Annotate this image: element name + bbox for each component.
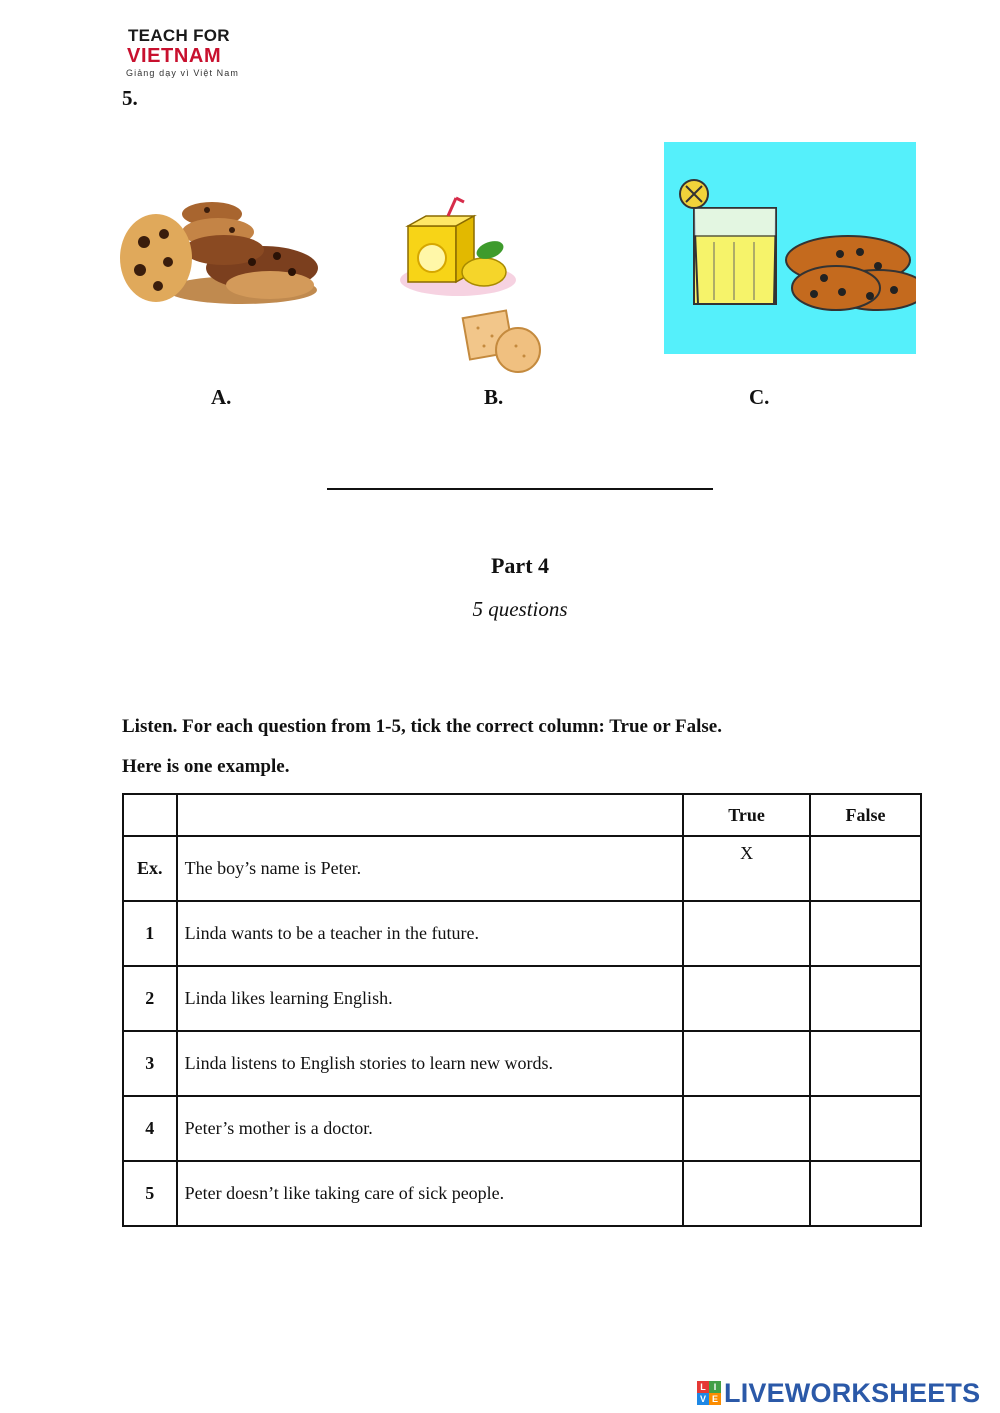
true-cell[interactable] <box>683 966 810 1031</box>
true-cell[interactable] <box>683 1031 810 1096</box>
row-number: 1 <box>123 901 177 966</box>
table-row <box>123 901 921 966</box>
table-row <box>123 836 921 901</box>
false-cell[interactable] <box>810 1161 921 1226</box>
false-cell[interactable] <box>810 836 921 901</box>
instructions-text: Listen. For each question from 1-5, tick the correct column: True or False. <box>122 716 722 737</box>
answer-blank-line[interactable] <box>327 488 713 490</box>
row-statement: Linda likes learning English. <box>177 966 684 1031</box>
part-title: Part 4 <box>490 553 550 578</box>
option-b-label: B. <box>484 385 504 409</box>
false-cell[interactable] <box>810 1031 921 1096</box>
true-cell[interactable] <box>683 1161 810 1226</box>
lemonade-cookies-drawing <box>664 142 916 354</box>
header-true: True <box>683 794 810 836</box>
question-number: 5. <box>122 86 138 110</box>
row-number: Ex. <box>123 836 177 901</box>
juice-lemon-crackers-picture <box>398 196 558 378</box>
header-false: False <box>810 794 921 836</box>
logo-teach: TEACH <box>128 26 189 45</box>
false-cell[interactable] <box>810 901 921 966</box>
table-row <box>123 1096 921 1161</box>
table-row <box>123 1161 921 1226</box>
table-row <box>123 1031 921 1096</box>
row-statement: Linda wants to be a teacher in the future. <box>177 901 684 966</box>
header-statement <box>177 794 684 836</box>
true-cell[interactable] <box>683 836 810 901</box>
cookies-picture <box>112 190 324 320</box>
row-number: 3 <box>123 1031 177 1096</box>
row-statement: Linda listens to English stories to learn new words. <box>177 1031 684 1096</box>
row-number: 2 <box>123 966 177 1031</box>
row-statement: The boy’s name is Peter. <box>177 836 684 901</box>
option-c-label[interactable]: C. <box>749 385 770 409</box>
option-a-label: A. <box>211 385 232 409</box>
row-statement: Peter doesn’t like taking care of sick people. <box>177 1161 684 1226</box>
false-cell[interactable] <box>810 966 921 1031</box>
row-number: 4 <box>123 1096 177 1161</box>
true-cell[interactable] <box>683 901 810 966</box>
true-false-table <box>122 793 922 1227</box>
logo-tagline: Giảng dạy vì Việt Nam <box>126 68 239 78</box>
row-number: 5 <box>123 1161 177 1226</box>
teach-for-vietnam-logo <box>125 26 250 82</box>
table-header-row <box>123 794 921 836</box>
example-text: Here is one example. <box>122 756 290 777</box>
logo-vietnam: VIETNAM <box>127 45 222 67</box>
liveworksheets-wordmark: LIVEWORKSHEETS <box>724 1377 981 1408</box>
logo-for: FOR <box>193 26 230 45</box>
row-statement: Peter’s mother is a doctor. <box>177 1096 684 1161</box>
part-subtitle: 5 questions <box>472 597 568 621</box>
liveworksheets-badge-icon: L I V E <box>697 1381 721 1405</box>
true-cell[interactable] <box>683 1096 810 1161</box>
example-mark: X <box>740 842 754 863</box>
false-cell[interactable] <box>810 1096 921 1161</box>
header-num <box>123 794 177 836</box>
table-row <box>123 966 921 1031</box>
liveworksheets-logo <box>697 1378 980 1408</box>
